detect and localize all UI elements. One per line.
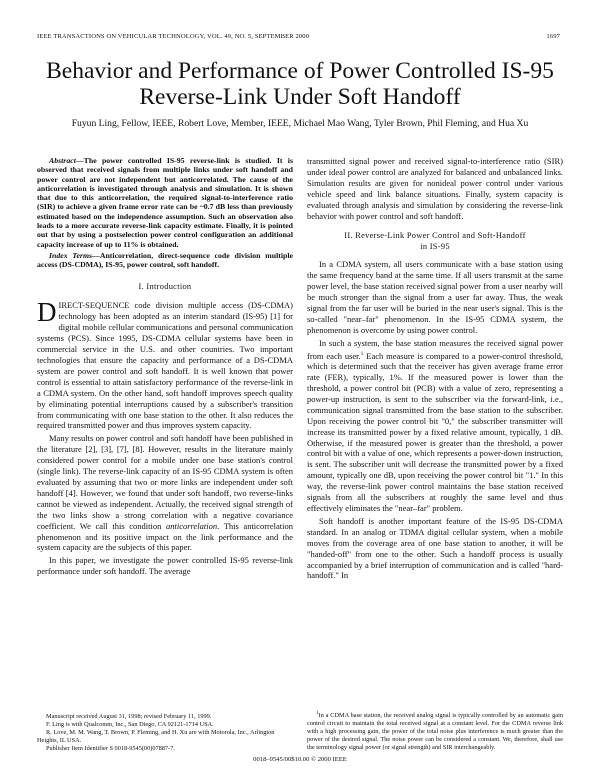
section2-paragraph-1: In a CDMA system, all users communicate with a base station using the same frequency band at the same time. If all users transmit at the same power level, the base station received signal power from a user nearby will be much stronger than the signal from a user far away. Thus, the weak signal from the far user will be buried in the near user's signal. This is the so-called "near–far" phenomenon. In the IS-95 CDMA system, the phenomenon is overcome by using power control.: [307, 259, 563, 335]
intro-paragraph-2: Many results on power control and soft handoff have been published in the literature [2], [3], [7], [8]. However, results in the literature mainly considered power control for a mobile under one base station's control (single link). The reverse-link capacity of an IS-95 CDMA system is often evaluated by assuming that two or more links are independent under soft handoff [4]. However, we found that under soft handoff, two reverse-links cannot be viewed as independent. Actually, the received signal strength of the two links show a strong correlation with a negative covariance coefficient. We call this condition anticorrelation. This anticorrelation phenomenon and its positive impact on the link performance and the system capacity are the subjects of this paper.: [37, 433, 293, 553]
section-heading-reverse-link: II. Reverse-Link Power Control and Soft-Handoff in IS-95: [344, 231, 526, 252]
index-terms: [37, 251, 293, 270]
footnote-ling: F. Ling is with Qualcomm, Inc., San Diego, CA 92121-1714 USA.: [46, 720, 214, 728]
index-terms-label: Index Terms—: [49, 250, 100, 260]
footnote-1-text: In a CDMA base station, the received analog signal is typically controlled by an automatic gain control circuit to maintain the total received signal at a constant level. For the CDMA reverse link with a high processing gain, the power of the total noise plus interference is much greater than the power of the desired signal. The noise power can be considered a constant. We, therefore, shall use the terminology signal power (or signal strength) and SIR interchangeably.: [307, 712, 563, 751]
abstract-label: Abstract—: [49, 156, 84, 165]
left-column: [37, 156, 293, 579]
page-number: 1697: [546, 33, 560, 40]
manuscript-footnotes: [37, 713, 293, 753]
footnote-marker: 1: [360, 350, 364, 357]
footnote-received: Manuscript received August 31, 1998; revised February 11, 1999.: [46, 713, 212, 720]
author-list: Fuyun Ling, Fellow, IEEE, Robert Love, Member, IEEE, Michael Mao Wang, Tyler Brown, Phil Fleming, and Hua Xu: [71, 118, 529, 129]
footnote-1: [307, 710, 563, 752]
abstract-text: The power controlled IS-95 reverse-link is studied. It is observed that received signals from multiple links under soft handoff and power control are not independent but anticorrelated. The cause of the anticorrelation is investigated through analysis and simulation. It is shown that due to this anticorrelation, the required signal-to-interference ratio (SIR) to achieve a given frame error rate can be ~0.7 dB less than previously estimated based on the independence assumption. Such an observation also leads to a more accurate reverse-link capacity estimate. Finally, it is pointed out that by using a postselection power control configuration an additional capacity increase of up to 11% is obtained.: [37, 156, 293, 249]
drop-cap: D: [37, 297, 57, 328]
copyright-footer: 0018–9545/00$10.00 © 2000 IEEE: [253, 756, 347, 763]
paper-title: Behavior and Performance of Power Controlled IS-95 Reverse-Link Under Soft Handoff: [46, 58, 554, 110]
journal-name: IEEE TRANSACTIONS ON VEHICULAR TECHNOLOGY, VOL. 49, NO. 5, SEPTEMBER 2000: [37, 33, 310, 40]
running-header: [37, 33, 560, 40]
anticorrelation-term: anticorrelation: [165, 520, 218, 531]
footnote-motorola: R. Love, M. M. Wang, T. Brown, P. Fleming, and H. Xu are with Motorola, Inc., Arlington Heights, IL USA.: [37, 728, 275, 744]
right-column: [307, 156, 563, 583]
section2-paragraph-3: Soft handoff is another important feature of the IS-95 DS-CDMA standard. In an analog or TDMA digital cellular system, when a mobile moves from the coverage area of one base station to another, it will be "handed-off" from one to the other. Such a handoff process is usually accompanied by a brief interruption of communication and is called "hard-handoff." In: [307, 515, 563, 581]
intro-paragraph-1: DIRECT-SEQUENCE code division multiple access (DS-CDMA) technology has been adopted as an interim standard (IS-95) [1] for digital mobile cellular communications and personal communication systems (PCS). Since 1995, DS-CDMA cellular systems have been in commercial service in the U.S. and other countries. Two important technologies that ensure the capacity and performance of a DS-CDMA system are power control and soft handoff. It is well known that power control is essential to attain satisfactory performance of the reverse-link in a CDMA system. On the other hand, soft handoff improves speech quality by eliminating potential interruptions caused by a subscriber's transition from communicating with one base station to the other. It also reduces the required transmitted power and thus improves system capacity.: [37, 297, 293, 431]
section2-paragraph-2: In such a system, the base station measures the received signal power from each user.$^1$ Each measure is compared to a power-control threshold, which is determined such that the receiver has given average frame error rate (FER), typically, 1%. If the measured power is lower than the threshold, a power control bit (PCB) with a value of zero, representing a power-up instruction, is sent to the subscriber via the forward-link, i.e., communication signal transmitted from the base station to the subscriber. Upon receiving the power control bit "0," the subscriber transmitter will increase its transmitted power by a fixed relative amount, typically, 1 dB. Otherwise, if the measured power is greater than the threshold, a power control bit with a value of one, which represents a power-down instruction, is sent. The subscriber unit will decrease the transmitted power by a fixed amount, typically one dB, upon receiving the power control bit "1." In this way, the reverse-link power control maintains the base station received signals from all the subscribers at roughly the same level and thus effectively eliminates the "near–far" problem.: [307, 337, 563, 514]
abstract: [37, 156, 293, 249]
section-heading-introduction: I. Introduction: [138, 281, 192, 291]
right-paragraph-0: transmitted signal power and received signal-to-interference ratio (SIR) under ideal power control are analyzed for balanced and unbalanced links. Simulation results are given for nonideal power control under various vehicle speed and link balance situations. Finally, system capacity is evaluated through analysis and simulation by considering the reverse-link behavior with power control and soft handoff.: [307, 156, 563, 221]
intro-paragraph-3: In this paper, we investigate the power controlled IS-95 reverse-link performance under soft handoff. The average: [37, 555, 293, 577]
index-terms-text: Anticorrelation, direct-sequence code division multiple access (DS-CDMA), IS-95, power control, soft handoff.: [37, 250, 293, 270]
footnote-1-marker: 1: [316, 711, 319, 716]
footnote-publisher-id: Publisher Item Identifier S 0018-9545(00)07887-7.: [46, 744, 175, 752]
